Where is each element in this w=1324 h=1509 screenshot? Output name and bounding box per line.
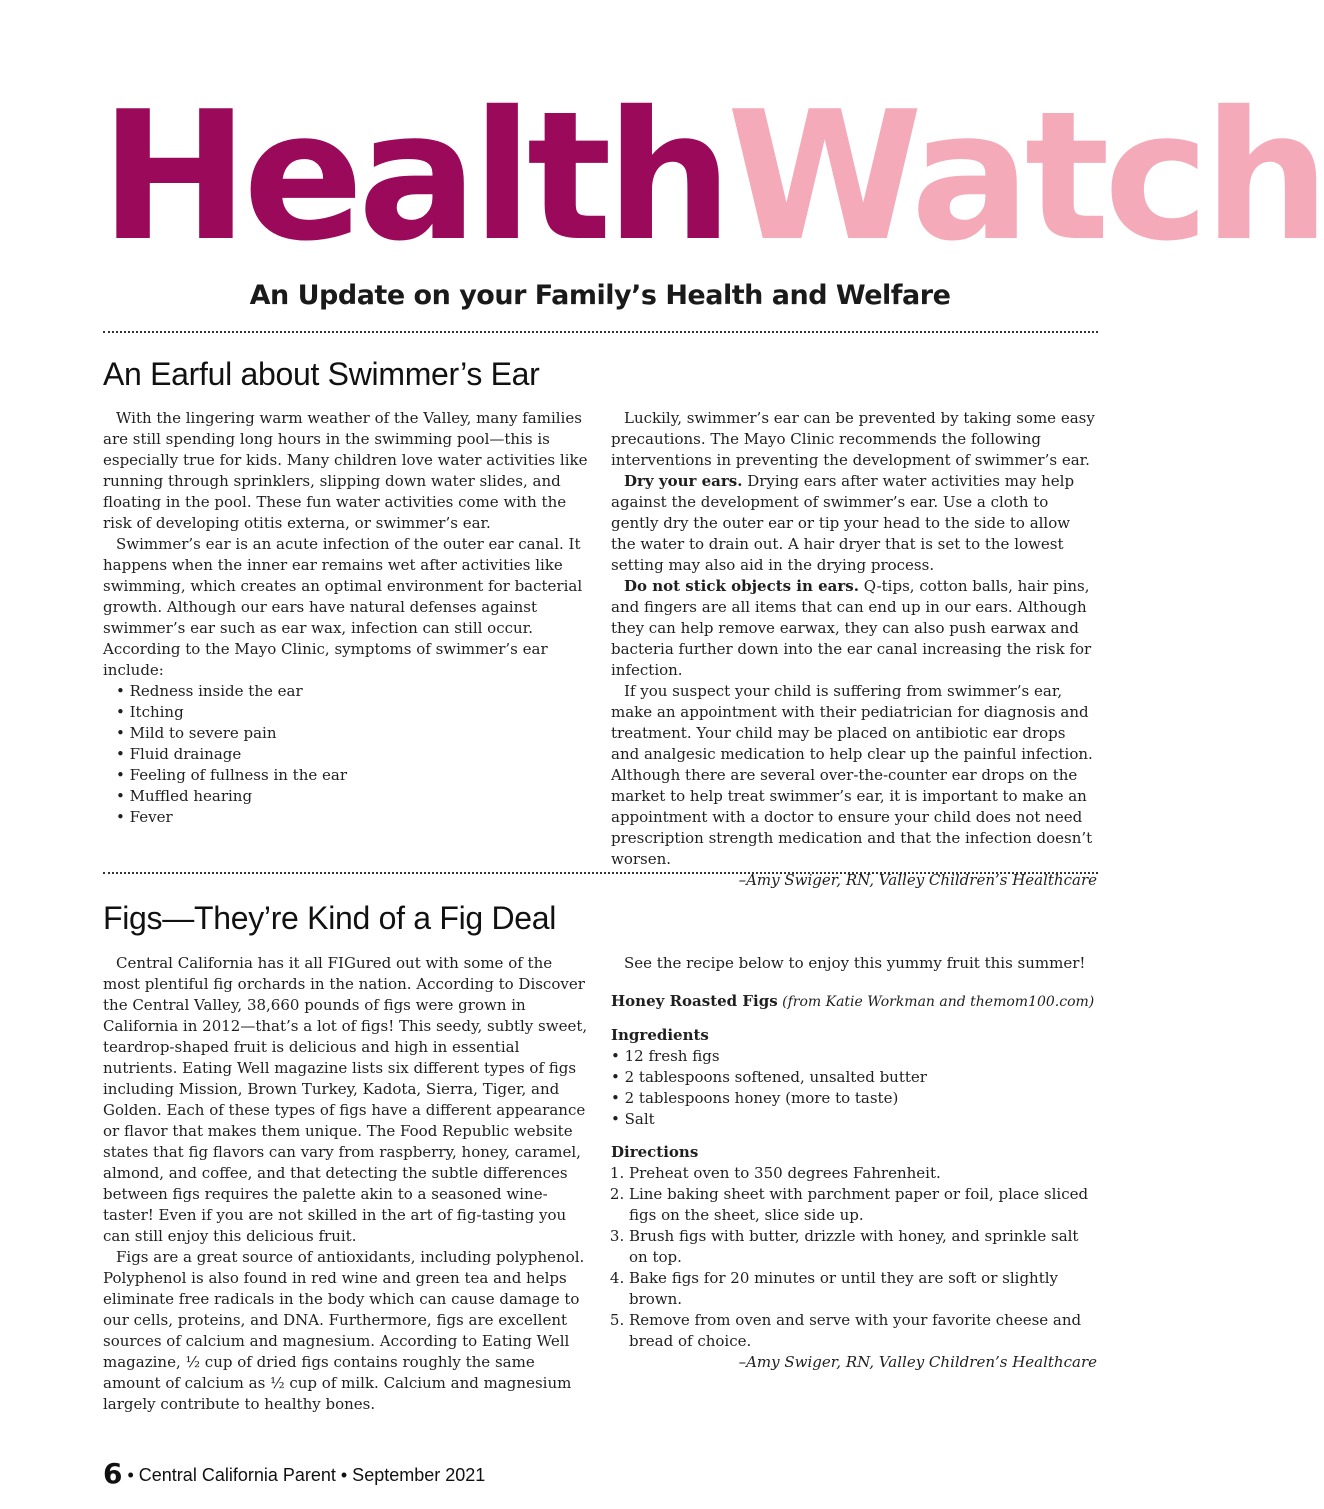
footer-text: • Central California Parent • September 2021 — [122, 1465, 486, 1485]
directions-list — [611, 1163, 1097, 1352]
list-item: • 2 tablespoons honey (more to taste) — [611, 1088, 1097, 1109]
recipe-title — [611, 991, 1097, 1013]
article2-paragraph: See the recipe below to enjoy this yummy fruit this summer! — [624, 954, 1086, 972]
article1-column-right — [611, 408, 1097, 891]
symptoms-list — [103, 681, 590, 828]
list-item: • Mild to severe pain — [116, 723, 590, 744]
article2-column-right — [611, 953, 1097, 1373]
article-title-swimmers-ear: An Earful about Swimmer’s Ear — [103, 356, 540, 392]
list-item: 5. Remove from oven and serve with your favorite cheese and bread of choice. — [629, 1310, 1097, 1352]
tip-dry-ears — [611, 471, 1097, 576]
tip-text: Q-tips, cotton balls, hair pins, and fingers are all items that can end up in our ears. Although they can help remove earwax, they can also push earwax and bacteria further down into the ear canal increasing the risk for infection. — [611, 577, 1092, 679]
tip-text: Drying ears after water activities may help against the development of swimmer’s ear. Use a cloth to gently dry the outer ear or tip your head to the side to allow the water to drain out. A hair dryer that is set to the lowest setting may also aid in the drying process. — [611, 472, 1075, 574]
list-item: • Fever — [116, 807, 590, 828]
list-item: 3. Brush figs with butter, drizzle with honey, and sprinkle salt on top. — [629, 1226, 1097, 1268]
article2-column-left — [103, 953, 590, 1415]
masthead-word-watch: Watch — [726, 73, 1324, 280]
ingredients-list — [611, 1046, 1097, 1130]
masthead-word-health: Health — [100, 73, 727, 280]
article2-byline: –Amy Swiger, RN, Valley Children’s Healthcare — [738, 1353, 1097, 1371]
page-number: 6 — [103, 1457, 123, 1490]
article-title-figs: Figs—They’re Kind of a Fig Deal — [103, 900, 557, 936]
ingredients-heading: Ingredients — [611, 1026, 709, 1044]
list-item: 1. Preheat oven to 350 degrees Fahrenheit. — [629, 1163, 1097, 1184]
list-item: • Redness inside the ear — [116, 681, 590, 702]
list-item: 2. Line baking sheet with parchment paper or foil, place sliced figs on the sheet, slice side up. — [629, 1184, 1097, 1226]
article2-paragraph: Central California has it all FIGured out with some of the most plentiful fig orchards in the nation. According to Discover the Central Valley, 38,660 pounds of figs were grown in California in 2012—that’s a lot of figs! This seedy, subtly sweet, teardrop-shaped fruit is delicious and high in essential nutrients. Eating Well magazine lists six different types of figs including Mission, Brown Turkey, Kadota, Sierra, Tiger, and Golden. Each of these types of figs have a different appearance or flavor that makes them unique. The Food Republic website states that fig flavors can vary from raspberry, honey, caramel, almond, and coffee, and that detecting the subtle differences between figs requires the palette akin to a seasoned wine-taster! Even if you are not skilled in the art of fig-tasting you can still enjoy this delicious fruit. — [103, 954, 588, 1245]
directions-heading: Directions — [611, 1143, 699, 1161]
article1-paragraph: If you suspect your child is suffering from swimmer’s ear, make an appointment with their pediatrician for diagnosis and treatment. Your child may be placed on antibiotic ear drops and analgesic medication to help clear up the painful infection. Although there are several over-the-counter ear drops on the market to help treat swimmer’s ear, it is important to make an appointment with a doctor to ensure your child does not need prescription strength medication and that the infection doesn’t worsen. — [611, 682, 1093, 868]
article1-column-left — [103, 408, 590, 828]
list-item: • Itching — [116, 702, 590, 723]
recipe-source: (from Katie Workman and themom100.com) — [777, 994, 1095, 1010]
article1-paragraph: Swimmer’s ear is an acute infection of the outer ear canal. It happens when the inner ear remains wet after activities like swimming, which creates an optimal environment for bacterial growth. Although our ears have natural defenses against swimmer’s ear such as ear wax, infection can still occur. According to the Mayo Clinic, symptoms of swimmer’s ear include: — [103, 535, 583, 679]
page-footer — [103, 1458, 485, 1491]
tip-no-objects — [611, 576, 1097, 681]
article2-paragraph: Figs are a great source of antioxidants, including polyphenol. Polyphenol is also found in red wine and green tea and helps eliminate free radicals in the body which can cause damage to our cells, proteins, and DNA. Furthermore, figs are excellent sources of calcium and magnesium. According to Eating Well magazine, ½ cup of dried figs contains roughly the same amount of calcium as ½ cup of milk. Calcium and magnesium largely contribute to healthy bones. — [103, 1248, 585, 1413]
tip-lead: Do not stick objects in ears. — [624, 577, 859, 595]
list-item: • 2 tablespoons softened, unsalted butter — [611, 1067, 1097, 1088]
list-item: • Feeling of fullness in the ear — [116, 765, 590, 786]
dotted-divider — [103, 872, 1098, 874]
list-item: • Salt — [611, 1109, 1097, 1130]
list-item: • Fluid drainage — [116, 744, 590, 765]
article1-paragraph: Luckily, swimmer’s ear can be prevented by taking some easy precautions. The Mayo Clinic recommends the following interventions in preventing the development of swimmer’s ear. — [611, 409, 1095, 469]
recipe-name: Honey Roasted Figs — [611, 992, 778, 1010]
article1-paragraph: With the lingering warm weather of the Valley, many families are still spending long hours in the swimming pool—this is especially true for kids. Many children love water activities like running through sprinklers, slipping down water slides, and floating in the pool. These fun water activities come with the risk of developing otitis externa, or swimmer’s ear. — [103, 409, 588, 532]
list-item: • Muffled hearing — [116, 786, 590, 807]
tip-lead: Dry your ears. — [624, 472, 743, 490]
masthead-tagline: An Update on your Family’s Health and Welfare — [249, 280, 951, 311]
masthead-title — [100, 73, 1324, 280]
article1-byline: –Amy Swiger, RN, Valley Children’s Healthcare — [738, 871, 1097, 889]
list-item: 4. Bake figs for 20 minutes or until they are soft or slightly brown. — [629, 1268, 1097, 1310]
dotted-divider — [103, 331, 1098, 333]
list-item: • 12 fresh figs — [611, 1046, 1097, 1067]
